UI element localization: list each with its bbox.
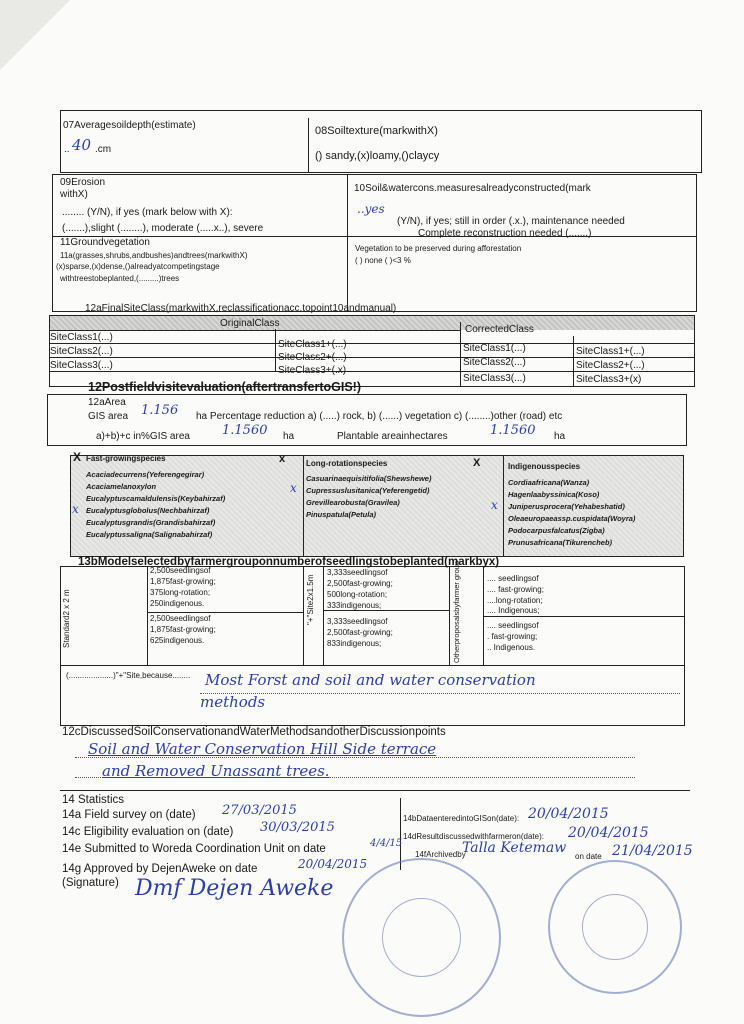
indigenous-species-3-mark: x xyxy=(491,498,498,512)
discussed-points-line-1: Soil and Water Conservation Hill Side terrace xyxy=(88,740,437,758)
orig-class-3: SiteClass3(...) xyxy=(50,360,113,371)
ground-veg-line-2: (x)sparse,(x)dense,()alreadyatcompetingstage xyxy=(56,262,220,271)
erosion-label-2: withX) xyxy=(60,189,88,200)
standard-spacing-label: Standard2 x 2 m xyxy=(62,589,71,648)
erosion-line-2: (.......),slight (........), moderate (.....x..), severe xyxy=(62,223,264,234)
orig-class-1: SiteClass1(...) xyxy=(50,332,113,343)
model-5-line-2: .... fast-growing; xyxy=(487,585,544,594)
fast-species-4-mark: x xyxy=(72,502,79,516)
post-field-title: 12Postfieldvisitevaluation(aftertransfertoGIS!) xyxy=(88,380,361,394)
because-reason-line-2: methods xyxy=(200,693,266,711)
swc-label: 10Soil&watercons.measuresalreadyconstructed(mark xyxy=(354,183,591,194)
rotation-mark: x xyxy=(279,453,286,465)
divider xyxy=(50,343,694,344)
area-reduction-line: ha Percentage reduction a) (.....) rock, b) (......) vegetation c) (........)other (road) etc xyxy=(196,411,563,422)
original-class-header: OriginalClass xyxy=(220,318,280,329)
divider xyxy=(347,174,348,312)
model-2-line-3: 625indigenous. xyxy=(150,636,205,645)
soil-depth-value: 40 xyxy=(72,136,92,154)
corr-class-1: SiteClass1(...) xyxy=(463,343,526,354)
soil-texture-label: 08Soiltexture(markwithX) xyxy=(315,125,438,137)
model-6-line-3: .. Indigenous. xyxy=(487,643,536,652)
model-3-line-1: 3,333seedlingsof xyxy=(327,568,388,577)
orig-class-1-plus: SiteClass1+(...) xyxy=(278,339,347,350)
other-proposals-label: Otherproposalsbyfarmer group xyxy=(452,560,461,663)
model-3-line-2: 2,500fast-growing; xyxy=(327,579,393,588)
model-4-line-2: 2,500fast-growing; xyxy=(327,628,393,637)
gis-entered-label: 14bDataenteredintoGISon(date): xyxy=(403,814,520,823)
page-fold-shadow xyxy=(0,0,70,70)
model-5-line-4: .... Indigenous; xyxy=(487,606,540,615)
corrected-class-header: CorrectedClass xyxy=(465,324,534,335)
gis-percent-label: a)+b)+c in%GIS area xyxy=(96,431,190,442)
indigenous-species-2: Hagenlaabyssinica(Koso) xyxy=(508,490,600,499)
table-header-shade xyxy=(50,316,694,330)
divider xyxy=(50,371,694,372)
divider xyxy=(50,357,694,358)
fast-mark: X xyxy=(73,450,82,464)
gis-area-label: GIS area xyxy=(88,411,129,422)
divider xyxy=(483,616,685,617)
plantable-area-value: 1.1560 xyxy=(490,423,536,438)
official-stamp-right xyxy=(548,860,682,994)
model-5-line-1: .... seedlingsof xyxy=(487,574,539,583)
fast-species-1: Acaciadecurrens(Yeferengegirar) xyxy=(86,470,205,479)
indigenous-species-3: Juniperusprocera(Yehabeshatid) xyxy=(508,502,625,511)
model-1-line-1: 2,500seedlingsof xyxy=(150,566,211,575)
area-label: 12aArea xyxy=(88,397,126,408)
corr-class-2-plus: SiteClass2+(...) xyxy=(576,360,645,371)
long-rotation-header: Long-rotationspecies xyxy=(306,459,388,468)
rotation-species-3: Grevillearobusta(Gravilea) xyxy=(306,498,400,507)
gis-percent-value: 1.1560 xyxy=(222,423,268,438)
soil-depth-label: 07Averagesoildepth(estimate) xyxy=(63,120,196,131)
divider xyxy=(60,790,690,791)
divider xyxy=(323,566,324,666)
model-4-line-3: 833indigenous; xyxy=(327,639,382,648)
corr-class-1-plus: SiteClass1+(...) xyxy=(576,346,645,357)
divider xyxy=(275,329,276,372)
gis-percent-unit: ha xyxy=(283,431,295,442)
final-site-class-title: 12aFinalSiteClass(markwithX,reclassificationacc.topoint10andmanual) xyxy=(85,303,397,314)
corr-class-3: SiteClass3(...) xyxy=(463,373,526,384)
model-2-line-2: 1,875fast-growing; xyxy=(150,625,216,634)
indigenous-species-5: Podocarpusfalcatus(Zigba) xyxy=(508,526,605,535)
dotted-line xyxy=(200,693,680,694)
official-stamp-left xyxy=(342,858,501,1017)
model-1-line-2: 1,875fast-growing; xyxy=(150,577,216,586)
soil-depth-unit: .cm xyxy=(95,144,112,155)
plantable-area-unit: ha xyxy=(554,431,566,442)
erosion-line-1: ........ (Y/N), if yes (mark below with X): xyxy=(62,207,233,218)
fast-species-5: Eucalyptusgrandis(Grandisbahirzaf) xyxy=(86,518,216,527)
orig-class-3-plus: SiteClass3+(.x) xyxy=(278,365,347,376)
rotation-species-2: Cupressuslusitanica(Yeferengetid) xyxy=(306,486,430,495)
veg-preserve-options: ( ) none ( )<3 % xyxy=(355,256,411,265)
orig-class-2-plus: SiteClass2+(...) xyxy=(278,352,347,363)
plantable-area-label: Plantable areainhectares xyxy=(337,431,448,442)
because-label: (....................)"+"Site,because........ xyxy=(66,671,191,680)
discussed-points-line-2: and Removed Unassant trees. xyxy=(102,762,330,780)
model-6-line-1: .... seedlingsof xyxy=(487,621,539,630)
indigenous-mark: X xyxy=(473,457,481,469)
ground-veg-label: 11Groundvegetation xyxy=(60,237,150,248)
ground-veg-line-1: 11a(grasses,shrubs,andbushes)andtrees(markwithX) xyxy=(60,251,248,260)
fast-growing-header: Fast-growingspecies xyxy=(86,454,166,463)
corr-class-2: SiteClass2(...) xyxy=(463,357,526,368)
orig-class-2: SiteClass2(...) xyxy=(50,346,113,357)
indigenous-species-1: Cordiaafricana(Wanza) xyxy=(508,478,590,487)
divider xyxy=(50,330,460,331)
indigenous-species-6: Prunusafricana(Tikurencheb) xyxy=(508,538,613,547)
swc-line-2: Complete reconstruction needed (.......) xyxy=(418,228,592,239)
discussed-methods-title: 12cDiscussedSoilConservationandWaterMethodsandotherDiscussionpoints xyxy=(62,726,446,738)
result-discussed-label: 14dResultdiscussedwithfarmeron(date): xyxy=(403,832,544,841)
site-spacing-label: "+"Site2x1.5m xyxy=(306,574,315,625)
rotation-species-4: Pinuspatula(Petula) xyxy=(306,510,377,519)
divider xyxy=(147,612,303,613)
erosion-label: 09Erosion xyxy=(60,177,106,188)
because-reason-line-1: Most Forst and soil and water conservation xyxy=(205,671,536,689)
model-5-line-3: ....long-rotation; xyxy=(487,596,543,605)
gis-area-value: 1.156 xyxy=(141,403,179,418)
field-survey-date: 27/03/2015 xyxy=(222,803,297,818)
indigenous-header: Indigenousspecies xyxy=(508,462,581,471)
fast-species-2: Acaciamelanoxylon xyxy=(86,482,157,491)
divider xyxy=(303,455,304,557)
model-selection-title: 13bModelselectedbyfarmergrouponnumberofseedlingstobeplanted(markbyx) xyxy=(78,556,500,568)
archived-by: Talla Ketemaw xyxy=(462,840,567,856)
soil-texture-options: () sandy,(x)loamy,()claycy xyxy=(315,150,440,162)
model-2-line-1: 2,500seedlingsof xyxy=(150,614,211,623)
approved-date: 20/04/2015 xyxy=(298,857,368,871)
signature-label: (Signature) xyxy=(62,877,119,889)
model-4-line-1: 3,333seedlingsof xyxy=(327,617,388,626)
eligibility-date: 30/03/2015 xyxy=(260,820,335,835)
model-3-line-3: 500long-rotation; xyxy=(327,590,388,599)
corr-class-3-plus: SiteClass3+(x) xyxy=(576,374,642,385)
result-discussed-date: 20/04/2015 xyxy=(568,825,649,841)
archived-on-label: on date xyxy=(575,852,602,861)
fast-species-6: Eucalyptussaligna(Salignabahirzaf) xyxy=(86,530,213,539)
divider xyxy=(400,798,401,870)
divider xyxy=(460,322,461,387)
signature: Dmf Dejen Aweke xyxy=(135,876,334,901)
divider xyxy=(147,566,148,666)
rotation-species-2-mark: x xyxy=(290,481,297,495)
veg-preserve-label: Vegetation to be preserved during afforestation xyxy=(355,244,522,253)
model-3-line-4: 333indigenous; xyxy=(327,601,382,610)
indigenous-species-4: Oleaeuropaeassp.cuspidata(Woyra) xyxy=(508,514,636,523)
rotation-species-1: Casuarinaequisitifolia(Shewshewe) xyxy=(306,474,432,483)
field-survey-label: 14a Field survey on (date) xyxy=(62,809,196,821)
divider xyxy=(449,566,450,666)
submitted-date: 4/4/15 xyxy=(370,838,403,849)
eligibility-label: 14c Eligibility evaluation on (date) xyxy=(62,826,234,838)
submitted-label: 14e Submitted to Woreda Coordination Unit on date xyxy=(62,843,326,855)
statistics-title: 14 Statistics xyxy=(62,794,124,806)
archived-label: 14fArchivedby xyxy=(415,850,466,859)
model-6-line-2: . fast-growing; xyxy=(487,632,538,641)
model-1-line-4: 250indigenous. xyxy=(150,599,205,608)
divider xyxy=(303,566,304,666)
divider xyxy=(308,118,309,173)
fast-species-4: Eucalyptusglobolus(Nechbahirzaf) xyxy=(86,506,210,515)
divider xyxy=(503,455,504,557)
soil-depth-prefix: .. xyxy=(64,144,70,155)
fast-species-3: Eucalyptuscamaldulensis(Keybahirzaf) xyxy=(86,494,226,503)
divider xyxy=(323,610,449,611)
model-1-line-3: 375long-rotation; xyxy=(150,588,211,597)
ground-veg-line-3: withtreestobeplanted,(.........)trees xyxy=(60,274,180,283)
swc-value: ..yes xyxy=(357,202,385,216)
swc-line-1: (Y/N), if yes; still in order (.x.), maintenance needed xyxy=(397,216,625,227)
approved-label: 14g Approved by DejenAweke on date xyxy=(62,863,258,875)
gis-entered-date: 20/04/2015 xyxy=(528,806,609,822)
archived-date: 21/04/2015 xyxy=(612,843,693,859)
